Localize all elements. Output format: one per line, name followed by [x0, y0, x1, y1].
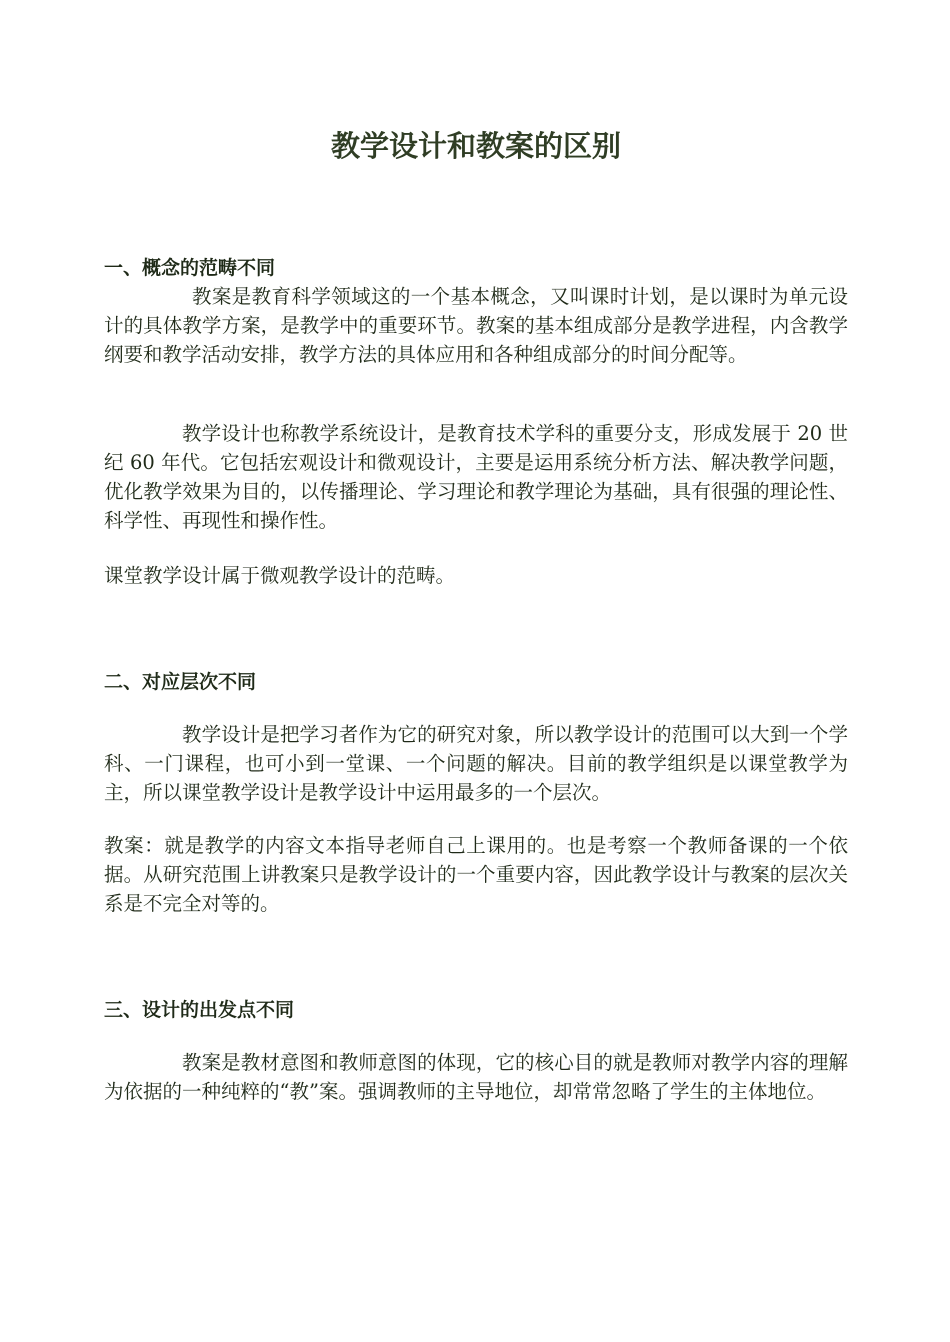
- section-1-paragraph-3: 课堂教学设计属于微观教学设计的范畴。: [104, 564, 456, 587]
- section-heading-3: 三、设计的出发点不同: [104, 999, 295, 1021]
- section-heading-2: 二、对应层次不同: [104, 671, 257, 693]
- section-3-paragraph-1: 教案是教材意图和教师意图的体现，它的核心目的就是教师对教学内容的理解为依据的一种纯粹的“教”案。强调教师的主导地位，却常常忽略了学生的主体地位。: [104, 1051, 848, 1103]
- section-2-paragraph-2: 教案：就是教学的内容文本指导老师自己上课用的。也是考察一个教师备课的一个依据。从研究范围上讲教案只是教学设计的一个重要内容，因此教学设计与教案的层次关系是不完全对等的。: [104, 834, 848, 915]
- section-2-paragraph-1: 教学设计是把学习者作为它的研究对象，所以教学设计的范围可以大到一个学科、一门课程，也可小到一堂课、一个问题的解决。目前的教学组织是以课堂教学为主，所以课堂教学设计是教学设计中运用最多的一个层次。: [104, 723, 848, 804]
- document-title: 教学设计和教案的区别: [330, 129, 621, 163]
- section-1-paragraph-2: 教学设计也称教学系统设计，是教育技术学科的重要分支，形成发展于 20 世纪 60 年代。它包括宏观设计和微观设计，主要是运用系统分析方法、解决教学问题，优化教学效果为目的，以传播理论、学习理论和教学理论为基础，具有很强的理论性、科学性、再现性和操作性。: [104, 422, 848, 532]
- section-1-paragraph-1: 教案是教育科学领域这的一个基本概念，又叫课时计划，是以课时为单元设计的具体教学方案，是教学中的重要环节。教案的基本组成部分是教学进程，内含教学纲要和教学活动安排，教学方法的具体应用和各种组成部分的时间分配等。: [104, 285, 848, 366]
- section-heading-1: 一、概念的范畴不同: [104, 257, 276, 279]
